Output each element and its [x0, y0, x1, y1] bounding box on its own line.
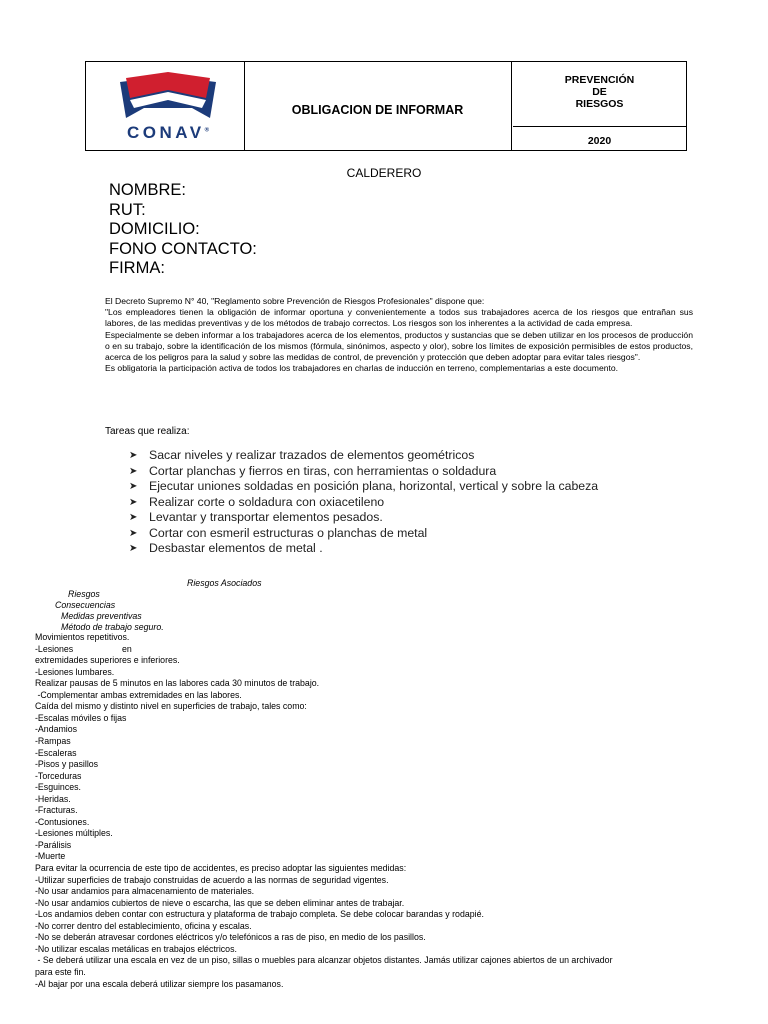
job-title: CALDERERO	[346, 166, 422, 180]
department-line: RIESGOS	[575, 98, 624, 110]
list-item: ➤ Cortar con esmeril estructuras o planchas de metal	[129, 525, 428, 540]
risk-line: -Heridas.	[35, 793, 71, 804]
risk-line: -No correr dentro del establecimiento, oficina y escalas.	[35, 920, 252, 931]
risk-line: Caída del mismo y distinto nivel en superficies de trabajo, tales como:	[35, 701, 307, 712]
risk-line: -Pisos y pasillos	[35, 759, 99, 770]
field-rut: RUT:	[109, 200, 146, 219]
logo-cell	[86, 62, 245, 150]
risk-line: -No usar andamios cubiertos de nieve o escarcha, las que se deben eliminar antes de trabajar.	[35, 897, 405, 908]
risk-line: -Escaleras	[35, 747, 77, 758]
field-nombre: NOMBRE:	[109, 181, 187, 199]
risks-heading: Riesgos Asociados	[187, 578, 262, 588]
risk-line: -Rampas	[35, 735, 71, 746]
field-fono-contacto: FONO CONTACTO:	[109, 239, 257, 258]
risk-line: extremidades superiores e inferiores.	[35, 655, 180, 666]
arrow-bullet-icon: ➤	[129, 512, 138, 523]
logo-mark-icon	[118, 68, 218, 124]
field-firma: FIRMA:	[109, 259, 165, 277]
risk-line: -No utilizar escalas metálicas en trabajos eléctricos.	[35, 943, 237, 954]
tasks-list	[129, 448, 598, 557]
column-riesgos: Riesgos	[68, 589, 100, 599]
column-metodo: Método de trabajo seguro.	[61, 622, 164, 632]
document-header	[85, 61, 687, 151]
risk-line: Movimientos repetitivos.	[35, 632, 130, 642]
risk-line: -Andamios	[35, 724, 78, 735]
tasks-label: Tareas que realiza:	[105, 426, 190, 437]
arrow-bullet-icon: ➤	[129, 450, 138, 461]
intro-paragraph: Especialmente se deben informar a los trabajadores acerca de los elementos, productos y sustancias que se deben utilizar en los procesos de producción o en su trabajo, sobre la identificación de los mismos (fórmula, sinónimos, aspecto y olor), sobre los límites de exposición permisibles de estos productos, acerca de los peligros para la salud y sobre las medidas de control, de prevención y protección que deben adoptar para evitar tales riesgos".	[105, 329, 693, 363]
personal-fields	[109, 181, 257, 279]
intro-paragraph: "Los empleadores tienen la obligación de informar oportuna y convenientemente a todos sus trabajadores acerca de los riesgos que entrañan sus labores, de las medidas preventivas y de los métodos de trabajo correctos. Los riesgos son los inherentes a la actividad de cada empresa.	[105, 307, 693, 329]
list-item: ➤ Desbastar elementos de metal .	[129, 541, 323, 555]
list-item: ➤ Levantar y transportar elementos pesados.	[129, 510, 383, 524]
document-title: OBLIGACION DE INFORMAR	[244, 62, 512, 150]
risk-line: -Al bajar por una escala deberá utilizar siempre los pasamanos.	[35, 978, 284, 989]
risk-line: Realizar pausas de 5 minutos en las labores cada 30 minutos de trabajo.	[35, 678, 320, 689]
department-line: PREVENCIÓN	[564, 74, 635, 86]
arrow-bullet-icon: ➤	[129, 465, 138, 477]
risk-line: -No usar andamios para almacenamiento de materiales.	[35, 886, 255, 897]
risk-line: -Contusiones.	[35, 816, 90, 827]
risk-line: -Lesiones múltiples.	[35, 828, 113, 839]
list-item: ➤ Sacar niveles y realizar trazados de elementos geométricos	[129, 448, 475, 462]
field-domicilio: DOMICILIO:	[109, 220, 200, 238]
risk-line: -Muerte	[35, 851, 66, 862]
risk-line: -Utilizar superficies de trabajo construidas de acuerdo a las normas de seguridad vigentes.	[35, 874, 389, 885]
list-item: ➤ Realizar corte o soldadura con oxiacetileno	[129, 494, 385, 509]
risk-line: -Lesiones en	[35, 643, 132, 654]
risk-line: Para evitar la ocurrencia de este tipo de accidentes, es preciso adoptar las siguientes medidas:	[35, 863, 407, 873]
arrow-bullet-icon: ➤	[129, 481, 138, 492]
list-item: ➤ Cortar planchas y fierros en tiras, con herramientas o soldadura	[129, 463, 497, 478]
arrow-bullet-icon: ➤	[129, 496, 138, 508]
risk-line: -Esguinces.	[35, 782, 81, 793]
risk-line: -Torceduras	[35, 770, 82, 781]
risk-line: -Los andamios deben contar con estructura y plataforma de trabajo completa. Se debe colocar barandas y rodapié.	[35, 909, 484, 920]
risk-line: - Se deberá utilizar una escala en vez de un piso, sillas o muebles para alcanzar objetos distantes. Jamás utilizar cajones abiertos de un archivador	[35, 955, 613, 966]
risk-line: para este fin.	[35, 966, 86, 977]
year-label: 2020	[587, 135, 612, 147]
intro-paragraph: Es obligatoria la participación activa de todos los trabajadores en charlas de inducción en terreno, complementarias a este documento.	[105, 363, 619, 374]
risk-line: -No se deberán atravesar cordones eléctricos y/o telefónicos a ras de piso, en medio de los pasillos.	[35, 932, 426, 943]
intro-text	[105, 296, 693, 374]
risk-line: -Parálisis	[35, 839, 72, 850]
risk-line: -Lesiones lumbares.	[35, 666, 115, 677]
column-consecuencias: Consecuencias	[55, 600, 116, 610]
list-item: ➤ Ejecutar uniones soldadas en posición plana, horizontal, vertical y sobre la cabeza	[129, 479, 599, 493]
conav-logo	[118, 68, 218, 146]
intro-paragraph: El Decreto Supremo N° 40, "Reglamento sobre Prevención de Riesgos Profesionales" dispone que:	[105, 296, 485, 306]
risk-line: -Escalas móviles o fijas	[35, 712, 127, 723]
logo-wordmark: CONAV®	[126, 123, 210, 142]
risk-line: -Fracturas.	[35, 805, 78, 816]
department-line: DE	[592, 86, 607, 98]
arrow-bullet-icon: ➤	[129, 527, 138, 539]
column-medidas: Medidas preventivas	[61, 611, 142, 621]
arrow-bullet-icon: ➤	[129, 543, 138, 554]
risk-line: -Complementar ambas extremidades en las labores.	[35, 689, 242, 700]
department-label	[513, 62, 686, 127]
